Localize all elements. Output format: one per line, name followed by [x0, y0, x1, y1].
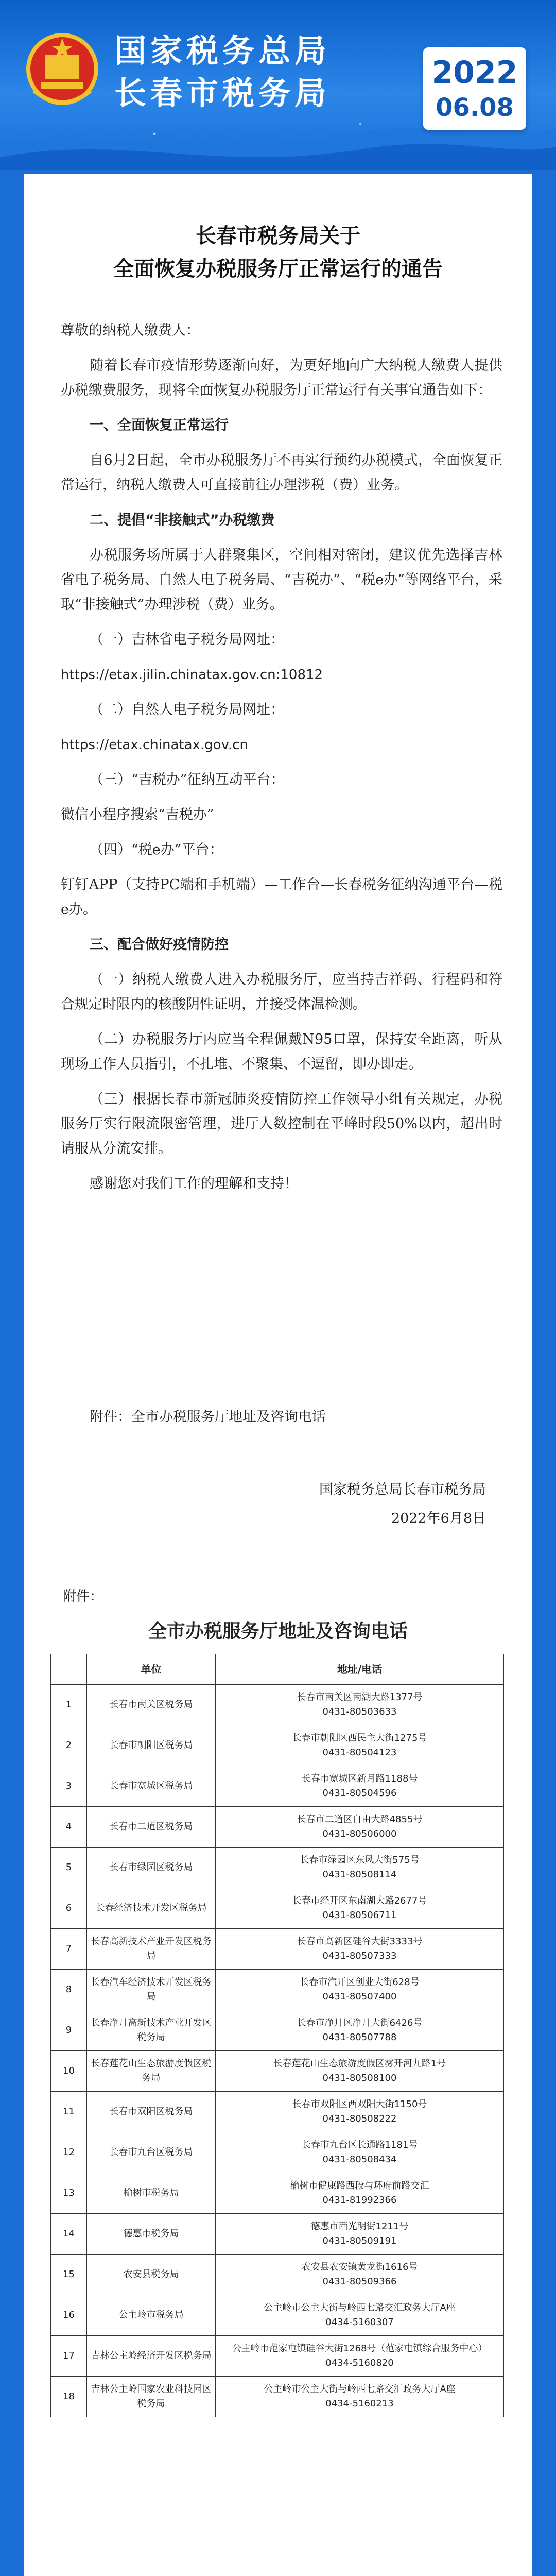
row-address-phone: [216, 1725, 504, 1766]
row-unit: 长春市二道区税务局: [87, 1807, 216, 1848]
row-phone: 0431-80506000: [322, 1828, 397, 1839]
row-address-phone: [216, 1888, 504, 1929]
date-month-day: 06.08: [436, 93, 514, 122]
row-address-phone: [216, 2173, 504, 2214]
row-phone: 0431-80507788: [322, 2032, 397, 2043]
row-unit: 农安县税务局: [87, 2255, 216, 2295]
row-phone: 0431-80508100: [322, 2073, 397, 2083]
row-number: 2: [51, 1725, 87, 1766]
table-row: [51, 1685, 504, 1725]
row-number: 9: [51, 2010, 87, 2051]
org-name: [114, 30, 331, 114]
row-phone: 0434-5160213: [325, 2398, 394, 2409]
item-2-url[interactable]: https://etax.chinatax.gov.cn: [61, 737, 248, 753]
table-body: [51, 1685, 504, 2417]
row-address: 长春市九台区长通路1181号: [301, 2140, 418, 2150]
row-number: 7: [51, 1929, 87, 1970]
attachment-reference: 附件：全市办税服务厅地址及咨询电话: [90, 1409, 326, 1425]
row-unit: 长春市九台区税务局: [87, 2132, 216, 2173]
section-2-text: 办税服务场所属于人群聚集区，空间相对密闭，建议优先选择吉林省电子税务局、自然人电子税务局、“吉税办”、“税e办”等网络平台，采取“非接触式”办理涉税（费）业务。: [61, 547, 502, 613]
row-address: 长春莲花山生态旅游度假区雾开河九路1号: [273, 2058, 446, 2069]
org-name-line2: 长春市税务局: [114, 74, 331, 112]
row-address: 长春市朝阳区西民主大街1275号: [292, 1733, 427, 1743]
table-row: [51, 1766, 504, 1807]
row-address-phone: [216, 1807, 504, 1848]
row-number: 5: [51, 1848, 87, 1888]
row-address-phone: [216, 1685, 504, 1725]
row-address-phone: [216, 2010, 504, 2051]
row-phone: 0431-80508114: [322, 1869, 397, 1880]
row-number: 15: [51, 2255, 87, 2295]
row-unit: 长春净月高新技术产业开发区税务局: [87, 2010, 216, 2051]
row-address: 长春市绿园区东风大街575号: [300, 1855, 420, 1866]
row-phone: 0431-80504596: [322, 1788, 397, 1799]
table-row: [51, 2173, 504, 2214]
row-number: 13: [51, 2173, 87, 2214]
row-phone: 0431-80509191: [322, 2235, 397, 2246]
row-unit: 长春市朝阳区税务局: [87, 1725, 216, 1766]
notice-title: [24, 219, 532, 285]
row-address: 德惠市西光明街1211号: [310, 2221, 409, 2232]
notice-title-line2: 全面恢复办税服务厅正常运行的通告: [113, 257, 443, 281]
row-phone: 0431-80503633: [322, 1706, 397, 1717]
row-unit: 吉林公主岭经济开发区税务局: [87, 2336, 216, 2377]
row-address: 长春市汽开区创业大街628号: [300, 1977, 420, 1988]
row-address-phone: [216, 1970, 504, 2010]
row-phone: 0434-5160307: [325, 2317, 394, 2328]
table-row: [51, 1888, 504, 1929]
header-address: 地址/电话: [216, 1654, 504, 1685]
table-row: [51, 1848, 504, 1888]
row-phone: 0434-5160820: [325, 2358, 394, 2368]
item-1-url[interactable]: https://etax.jilin.chinatax.gov.cn:10812: [61, 667, 323, 683]
row-unit: 长春市宽城区税务局: [87, 1766, 216, 1807]
table-row: [51, 2092, 504, 2132]
date-badge: [423, 47, 526, 130]
attachment-label: 附件：: [63, 1589, 103, 1604]
header-unit: 单位: [87, 1654, 216, 1685]
table-row: [51, 2214, 504, 2255]
row-address: 长春市净月区净月大街6426号: [297, 2018, 423, 2028]
row-unit: 公主岭市税务局: [87, 2295, 216, 2336]
row-address: 长春市宽城区新月路1188号: [301, 1773, 418, 1784]
row-unit: 德惠市税务局: [87, 2214, 216, 2255]
row-number: 18: [51, 2377, 87, 2417]
notice-title-line1: 长春市税务局关于: [196, 224, 360, 248]
row-unit: 长春市南关区税务局: [87, 1685, 216, 1725]
date-year: 2022: [431, 55, 518, 91]
row-number: 1: [51, 1685, 87, 1725]
row-address: 公主岭市范家屯镇硅谷大街1268号（范家屯镇综合服务中心）: [232, 2343, 488, 2354]
row-unit: 榆树市税务局: [87, 2173, 216, 2214]
section-1-text: 自6月2日起，全市办税服务厅不再实行预约办税模式，全面恢复正常运行，纳税人缴费人可直接前往办理涉税（费）业务。: [61, 452, 502, 493]
row-address-phone: [216, 1848, 504, 1888]
header-banner: [0, 0, 556, 170]
row-unit: 长春市双阳区税务局: [87, 2092, 216, 2132]
row-number: 8: [51, 1970, 87, 2010]
salutation: 尊敬的纳税人缴费人：: [61, 323, 200, 338]
row-address: 公主岭市公主大街与岭西七路交汇政务大厅A座: [264, 2302, 456, 2313]
org-name-line1: 国家税务总局: [114, 32, 331, 70]
row-address: 公主岭市公主大街与岭西七路交汇政务大厅A座: [264, 2384, 456, 2395]
table-row: [51, 2051, 504, 2092]
table-row: [51, 1970, 504, 2010]
section-3-para-3: （三）根据长春市新冠肺炎疫情防控工作领导小组有关规定，办税服务厅实行限流限密管理，进厅人数控制在平峰时段50%以内，超出时请服从分流安排。: [61, 1091, 502, 1157]
row-address-phone: [216, 2092, 504, 2132]
row-address-phone: [216, 2051, 504, 2092]
row-address: 长春市二道区自由大路4855号: [297, 1814, 423, 1825]
intro-paragraph: 随着长春市疫情形势逐渐向好，为更好地向广大纳税人缴费人提供办税缴费服务，现将全面恢复办税服务厅正常运行有关事宜通告如下：: [61, 358, 502, 398]
item-1: （一）吉林省电子税务局网址：: [90, 632, 284, 648]
table-row: [51, 2295, 504, 2336]
row-unit: 长春高新技术产业开发区税务局: [87, 1929, 216, 1970]
table-row: [51, 1929, 504, 1970]
row-address: 榆树市健康路西段与环府前路交汇: [290, 2180, 429, 2191]
row-address-phone: [216, 1766, 504, 1807]
item-2: （二）自然人电子税务局网址：: [90, 702, 284, 718]
notice-body: [61, 318, 502, 1207]
table-header-row: [51, 1654, 504, 1685]
section-2-title: 二、提倡“非接触式”办税缴费: [90, 512, 275, 528]
tax-emblem-icon: [24, 29, 101, 111]
row-number: 17: [51, 2336, 87, 2377]
row-address: 农安县农安镇黄龙街1616号: [301, 2262, 418, 2273]
header-no: [51, 1654, 87, 1685]
table-row: [51, 2377, 504, 2417]
section-3-para-1: （一）纳税人缴费人进入办税服务厅，应当持吉祥码、行程码和符合规定时限内的核酸阴性证明，并接受体温检测。: [61, 972, 502, 1012]
row-phone: 0431-80508222: [322, 2113, 397, 2124]
row-phone: 0431-80508434: [322, 2154, 397, 2165]
row-number: 6: [51, 1888, 87, 1929]
item-4: （四）“税e办”平台：: [90, 842, 223, 858]
row-address-phone: [216, 2132, 504, 2173]
thanks-paragraph: 感谢您对我们工作的理解和支持！: [90, 1176, 298, 1192]
signature-date: 2022年6月8日: [391, 1511, 486, 1527]
row-unit: 长春汽车经济技术开发区税务局: [87, 1970, 216, 2010]
row-unit: 长春市绿园区税务局: [87, 1848, 216, 1888]
row-address: 长春市南关区南湖大路1377号: [297, 1692, 423, 1703]
row-address-phone: [216, 2336, 504, 2377]
table-row: [51, 2132, 504, 2173]
table-row: [51, 2255, 504, 2295]
section-3-para-2: （二）办税服务厅内应当全程佩戴N95口罩，保持安全距离，听从现场工作人员指引，不扎堆、不聚集、不逗留，即办即走。: [61, 1031, 502, 1072]
row-phone: 0431-80506711: [322, 1910, 397, 1921]
row-number: 16: [51, 2295, 87, 2336]
row-phone: 0431-81992366: [322, 2195, 397, 2206]
row-phone: 0431-80507333: [322, 1951, 397, 1961]
row-address-phone: [216, 2377, 504, 2417]
row-number: 14: [51, 2214, 87, 2255]
row-address-phone: [216, 1929, 504, 1970]
row-unit: 吉林公主岭国家农业科技园区税务局: [87, 2377, 216, 2417]
row-phone: 0431-80509366: [322, 2276, 397, 2287]
table-row: [51, 2336, 504, 2377]
signature-org: 国家税务总局长春市税务局: [319, 1482, 486, 1498]
row-address: 长春市高新区硅谷大街3333号: [297, 1936, 423, 1947]
row-number: 11: [51, 2092, 87, 2132]
row-phone: 0431-80507400: [322, 1991, 397, 2002]
row-number: 10: [51, 2051, 87, 2092]
row-number: 12: [51, 2132, 87, 2173]
row-address: 长春市双阳区西双阳大街1150号: [292, 2099, 427, 2110]
table-row: [51, 1725, 504, 1766]
item-3: （三）“吉税办”征纳互动平台：: [90, 772, 285, 788]
table-title: 全市办税服务厅地址及咨询电话: [148, 1621, 408, 1642]
office-table: [50, 1654, 504, 2417]
row-number: 4: [51, 1807, 87, 1848]
row-number: 3: [51, 1766, 87, 1807]
row-unit: 长春经济技术开发区税务局: [87, 1888, 216, 1929]
row-address: 长春市经开区东南湖大路2677号: [292, 1895, 427, 1906]
item-4-detail: 钉钉APP（支持PC端和手机端）—工作台—长春税务征纳沟通平台—税e办。: [61, 877, 502, 918]
section-1-title: 一、全面恢复正常运行: [90, 417, 229, 433]
row-address-phone: [216, 2255, 504, 2295]
table-row: [51, 2010, 504, 2051]
signature-block: [319, 1476, 486, 1533]
row-unit: 长春莲花山生态旅游度假区税务局: [87, 2051, 216, 2092]
notice-card: [24, 174, 532, 2576]
section-3-title: 三、配合做好疫情防控: [90, 937, 229, 953]
row-phone: 0431-80504123: [322, 1747, 397, 1758]
table-row: [51, 1807, 504, 1848]
item-3-detail: 微信小程序搜索“吉税办”: [61, 807, 214, 823]
row-address-phone: [216, 2295, 504, 2336]
row-address-phone: [216, 2214, 504, 2255]
